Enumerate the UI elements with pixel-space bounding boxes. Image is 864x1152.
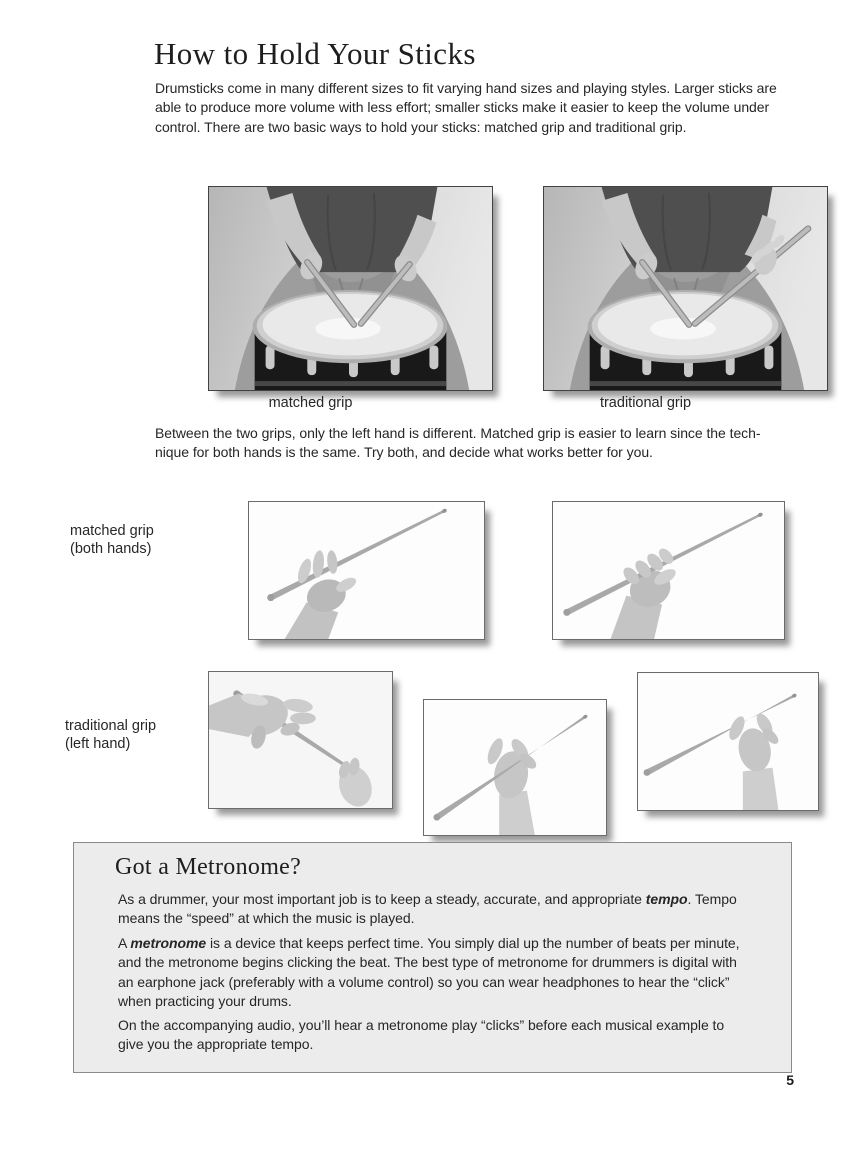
text-line: control. There are two basic ways to hold your sticks: matched grip and traditional grip. [155, 118, 687, 135]
metronome-paragraph-2 [118, 934, 768, 1011]
traditional-grip-drummer-photo [543, 186, 828, 391]
page-title: How to Hold Your Sticks [154, 36, 476, 71]
metronome-paragraph-1 [118, 890, 768, 929]
traditional-grip-hand-photo-1 [208, 671, 393, 809]
hand-over-stick-illustration [209, 672, 392, 808]
text-line: give you the appropriate tempo. [118, 1036, 314, 1053]
text-line: . Tempo [687, 891, 737, 907]
text-line: As a drummer, your most important job is to keep a steady, accurate, and appropriate [118, 891, 646, 907]
text-line: (left hand) [65, 735, 131, 752]
text-line: traditional grip [65, 718, 157, 734]
text-line: matched grip [70, 523, 154, 539]
traditional-grip-hand-photo-3 [637, 672, 819, 811]
text-line: A [118, 935, 131, 951]
text-line: Between the two grips, only the left hand is different. Matched grip is easier to learn since the tech- [155, 425, 761, 441]
caption-traditional-grip: traditional grip [599, 395, 692, 411]
intro-paragraph [155, 79, 795, 137]
hand-closed-grip-illustration [553, 502, 784, 639]
text-line: (both hands) [70, 540, 152, 557]
traditional-grip-hand-photo-2 [423, 699, 607, 836]
matched-grip-drummer-photo [208, 186, 493, 391]
metronome-paragraph-3 [118, 1016, 768, 1055]
text-line: means the “speed” at which the music is played. [118, 910, 415, 927]
text-line: able to produce more volume with less effort; smaller sticks make it easier to keep the volume under [155, 99, 770, 116]
label-traditional-grip-left-hand [65, 718, 156, 753]
metronome-box-heading: Got a Metronome? [115, 854, 302, 880]
drummer-traditional-illustration [544, 187, 827, 390]
drummer-matched-illustration [209, 187, 492, 390]
text-line: an earphone jack (preferably with a volume control) so you can wear headphones to hear the “click” [118, 973, 730, 990]
text-line: nique for both hands is the same. Try both, and decide what works better for you. [155, 444, 653, 461]
matched-grip-hand-photo-2 [552, 501, 785, 640]
term-tempo: tempo [645, 891, 688, 907]
text-line: when practicing your drums. [118, 992, 292, 1009]
page-number: 5 [786, 1072, 794, 1088]
hand-underhand-grip-illustration [424, 700, 606, 835]
text-line: On the accompanying audio, you’ll hear a metronome play “clicks” before each musical example to [118, 1017, 725, 1033]
term-metronome: metronome [130, 935, 207, 951]
matched-grip-hand-photo-1 [248, 501, 485, 640]
text-line: Drumsticks come in many different sizes to fit varying hand sizes and playing styles. Larger sticks are [155, 80, 777, 96]
hand-underhand-grip-illustration-2 [638, 673, 818, 810]
caption-matched-grip: matched grip [268, 395, 353, 411]
text-line: and the metronome begins clicking the beat. The best type of metronome for drummers is digital with [118, 954, 737, 971]
label-matched-grip-both-hands [70, 523, 154, 558]
between-grips-paragraph [155, 424, 795, 463]
text-line: is a device that keeps perfect time. You simply dial up the number of beats per minute, [206, 935, 740, 951]
hand-open-fingers-illustration [249, 502, 484, 639]
